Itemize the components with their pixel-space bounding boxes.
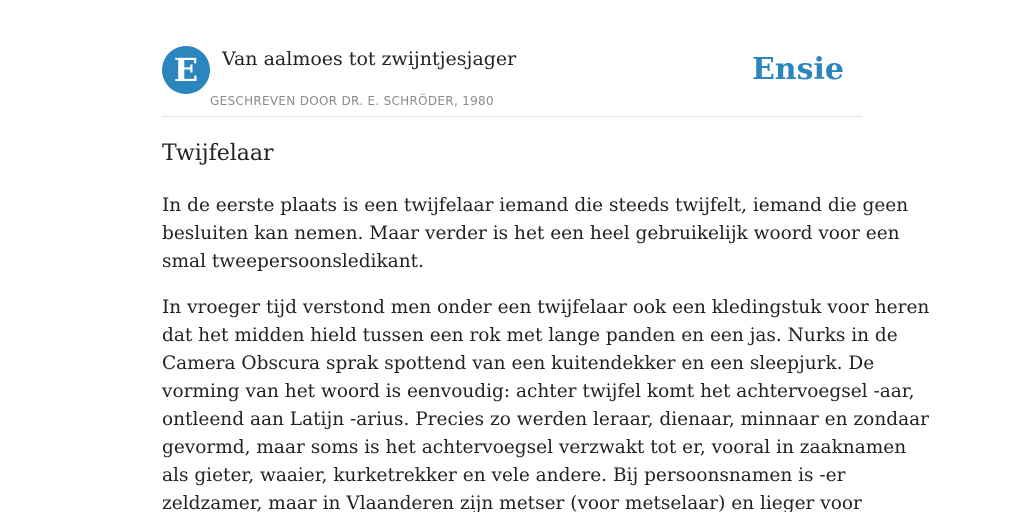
text-line: als gieter, waaier, kurketrekker en vele andere. Bij persoonsnamen is -er <box>162 465 846 486</box>
paragraph-2 <box>162 294 930 512</box>
text-line: dat het midden hield tussen een rok met lange panden en een jas. Nurks in de <box>162 325 898 346</box>
text-line: smal tweepersoonsledikant. <box>162 251 424 272</box>
paragraph-1 <box>162 192 909 276</box>
header <box>162 46 862 117</box>
author-byline: GESCHREVEN DOOR DR. E. SCHRÖDER, 1980 <box>210 94 494 108</box>
text-line: In de eerste plaats is een twijfelaar iemand die steeds twijfelt, iemand die geen <box>162 195 909 216</box>
text-line: Camera Obscura sprak spottend van een kuitendekker en een sleepjurk. De <box>162 353 875 374</box>
entry-title: Twijfelaar <box>162 141 274 166</box>
text-line: gevormd, maar soms is het achtervoegsel verzwakt tot er, vooral in zaaknamen <box>162 437 907 458</box>
text-line: ontleend aan Latijn -arius. Precies zo werden leraar, dienaar, minnaar en zondaar <box>162 409 929 430</box>
ensie-logo-icon[interactable]: E <box>162 46 210 94</box>
text-line: zeldzamer, maar in Vlaanderen zijn metser (voor metselaar) en lieger voor <box>162 493 862 512</box>
text-line: besluiten kan nemen. Maar verder is het een heel gebruikelijk woord voor een <box>162 223 900 244</box>
ensie-brand-link[interactable]: Ensie <box>751 52 844 87</box>
book-title-link[interactable]: Van aalmoes tot zwijntjesjager <box>222 48 517 70</box>
text-line: vorming van het woord is eenvoudig: achter twijfel komt het achtervoegsel -aar, <box>162 381 915 402</box>
article <box>162 138 930 512</box>
text-line: In vroeger tijd verstond men onder een twijfelaar ook een kledingstuk voor heren <box>162 297 930 318</box>
